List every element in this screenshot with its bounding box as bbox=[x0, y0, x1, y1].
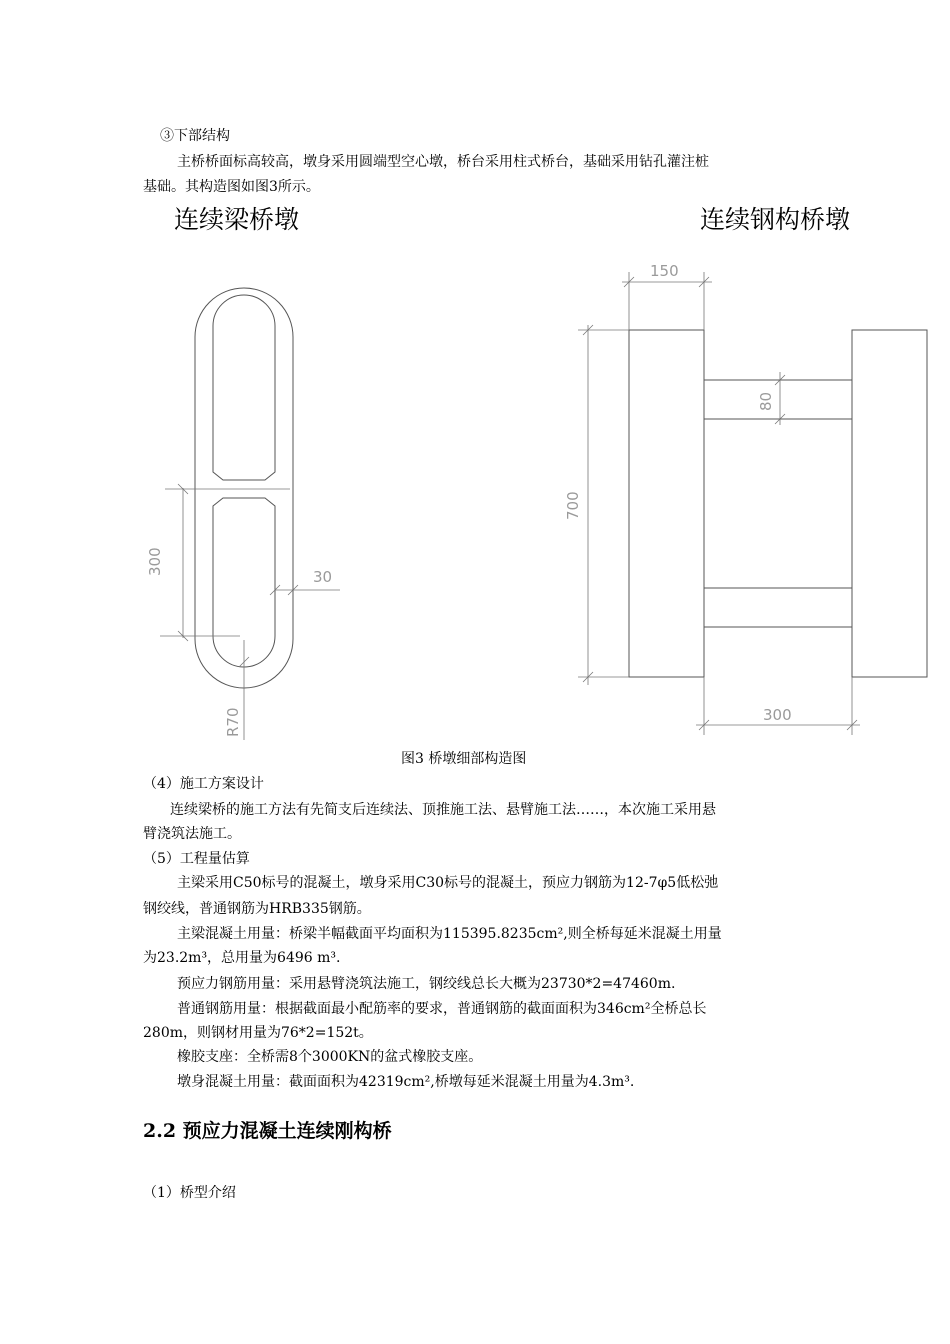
paragraph-line: 钢绞线，普通钢筋为HRB335钢筋。 bbox=[143, 901, 371, 917]
paragraph-line: 主梁混凝土用量：桥梁半幅截面平均面积为115395.8235cm²,则全桥每延米混凝土用量 bbox=[177, 926, 722, 942]
paragraph-line: 280m，则钢材用量为76*2=152t。 bbox=[143, 1025, 373, 1041]
paragraph-line: 为23.2m³，总用量为6496 m³. bbox=[143, 950, 341, 966]
paragraph-line: 基础。其构造图如图3所示。 bbox=[143, 179, 320, 195]
dim-label-300-left: 300 bbox=[146, 547, 164, 576]
paragraph-line: 预应力钢筋用量：采用悬臂浇筑法施工，钢绞线总长大概为23730*2=47460m. bbox=[177, 976, 676, 992]
figure-caption: 图3 桥墩细部构造图 bbox=[401, 751, 527, 767]
paragraph-line: 墩身混凝土用量：截面面积为42319cm²,桥墩每延米混凝土用量为4.3m³. bbox=[177, 1074, 635, 1090]
dim-label-700: 700 bbox=[564, 491, 582, 520]
paragraph-line: 普通钢筋用量：根据截面最小配筋率的要求，普通钢筋的截面面积为346cm²全桥总长 bbox=[177, 1001, 707, 1017]
dim-label-80: 80 bbox=[757, 391, 775, 411]
section-heading-construction: （4）施工方案设计 bbox=[143, 776, 264, 792]
paragraph-line: 连续梁桥的施工方法有先简支后连续法、顶推施工法、悬臂施工法……，本次施工采用悬 bbox=[170, 802, 716, 818]
section-heading-substructure: ③下部结构 bbox=[160, 128, 230, 144]
paragraph-line: 主桥桥面标高较高，墩身采用圆端型空心墩，桥台采用柱式桥台，基础采用钻孔灌注桩 bbox=[177, 154, 709, 170]
section-heading-quantity: （5）工程量估算 bbox=[143, 851, 250, 867]
rigid-frame-pier bbox=[578, 272, 927, 735]
paragraph-line: 臂浇筑法施工。 bbox=[143, 826, 241, 842]
paragraph-line: 橡胶支座：全桥需8个3000KN的盆式橡胶支座。 bbox=[177, 1049, 483, 1065]
section-title-2-2: 2.2 预应力混凝土连续刚构桥 bbox=[143, 1120, 392, 1142]
subsection-heading-bridge-type: （1）桥型介绍 bbox=[143, 1185, 236, 1201]
dim-label-150: 150 bbox=[650, 262, 679, 280]
figure-left-title: 连续梁桥墩 bbox=[174, 205, 300, 234]
dim-label-300-right: 300 bbox=[763, 706, 792, 724]
dim-label-r70: R70 bbox=[224, 707, 242, 737]
figure-right-title: 连续钢构桥墩 bbox=[700, 205, 851, 234]
paragraph-line: 主梁采用C50标号的混凝土，墩身采用C30标号的混凝土，预应力钢筋为12-7φ5低松弛 bbox=[177, 875, 719, 891]
dim-label-30: 30 bbox=[313, 568, 333, 586]
round-ended-hollow-pier bbox=[160, 288, 340, 740]
